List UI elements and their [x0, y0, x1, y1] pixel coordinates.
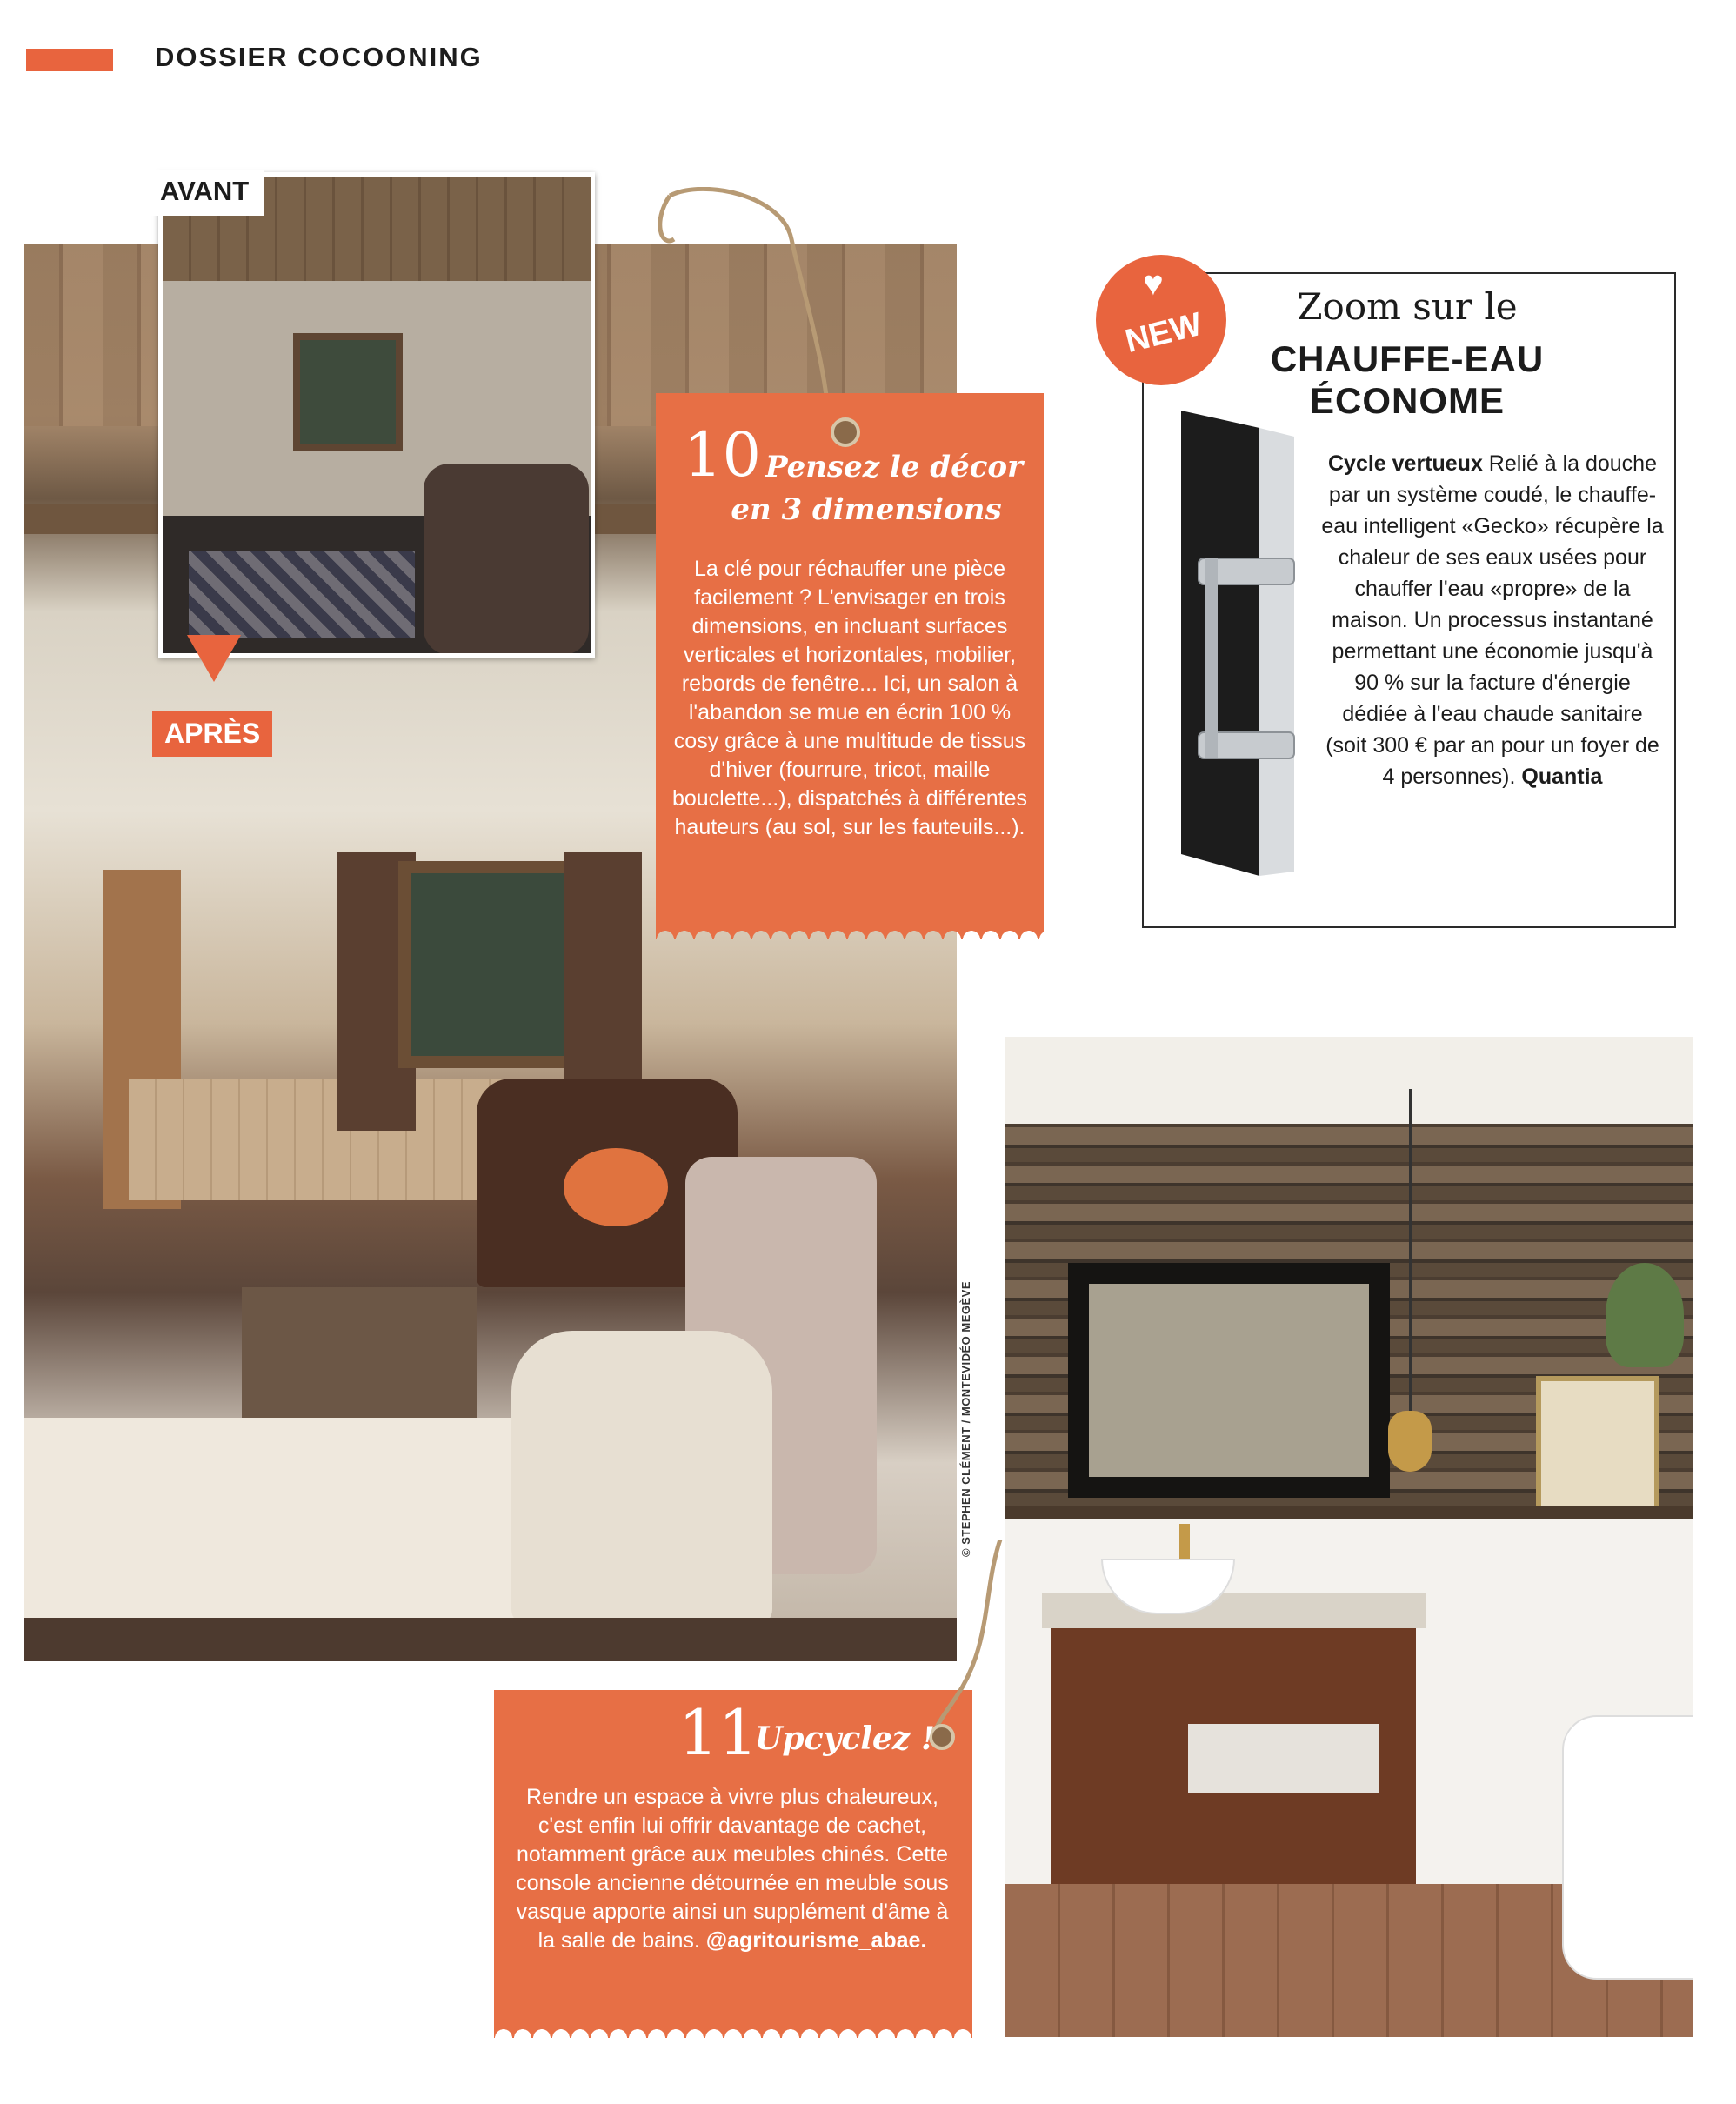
- heart-icon: ♥: [1143, 264, 1164, 303]
- lamp-cord: [1409, 1089, 1412, 1419]
- zoom-text: [1320, 448, 1665, 792]
- before-window: [293, 333, 403, 451]
- tip-11-text: [506, 1783, 958, 1955]
- bathroom-photo: [1005, 1037, 1693, 2037]
- floor: [24, 1618, 957, 1661]
- hanging-plant: [1606, 1263, 1684, 1367]
- tag-hole-icon: [831, 417, 860, 447]
- tip-10-title-line1: Pensez le décor: [765, 450, 1024, 484]
- before-armchair: [424, 464, 589, 655]
- down-arrow-icon: [187, 635, 241, 682]
- new-badge-label: NEW: [1121, 305, 1205, 361]
- vanity-top: [1042, 1593, 1426, 1628]
- before-rug: [189, 551, 415, 638]
- tip-10-text: La clé pour réchauffer une pièce facilement ? L'envisager en trois dimensions, en incluant surfaces verticales et horizontales, mobilier, rebords de fenêtre... Ici, un salon à l'abandon se mue en écrin 100 % cosy grâce à une multitude de tissus d'hiver (fourrure, tricot, maille bouclette...), dispatchés à différentes hauteurs (au sol, sur les fauteuils...).: [671, 557, 1028, 839]
- picture-frame: [1536, 1376, 1659, 1517]
- after-label: APRÈS: [152, 711, 272, 757]
- shag-rug: [24, 1418, 564, 1618]
- photo-credit: © STEPHEN CLÉMENT / MONTEVIDÉO MEGÈVE: [959, 1281, 972, 1557]
- zoom-body: Relié à la douche par un système coudé, le chauffe-eau intelligent «Gecko» récupère la chaleur de ses eaux usées pour chauffer l'eau «propre» de la maison. Un processus instantané permettant une économie jusqu'à 90 % sur la facture d'énergie dédiée à l'eau chaude sanitaire (soit 300 € par an pour un foyer de 4 personnes).: [1321, 451, 1664, 789]
- zoom-lead: Cycle vertueux: [1327, 451, 1483, 476]
- section-accent-bar: [26, 49, 113, 71]
- pendant-lamp: [1388, 1411, 1432, 1472]
- section-title: DOSSIER COCOONING: [155, 42, 483, 72]
- wall-shelf: [1005, 1506, 1693, 1519]
- before-photo: [158, 172, 595, 658]
- tip-10-title-line2: en 3 dimensions: [731, 492, 1002, 527]
- tip-11-handle: @agritourisme_abae.: [705, 1928, 927, 1953]
- coffee-table: [242, 1287, 477, 1418]
- tip-11-body: Rendre un espace à vivre plus chaleureux, c'est enfin lui offrir davantage de cachet, notamment grâce aux meubles chinés. Cette console ancienne détournée en meuble sous vasque apporte ainsi un supplément d'âme à la salle de bains.: [516, 1785, 949, 1953]
- bath-ceiling: [1005, 1037, 1693, 1124]
- zoom-brand: Quantia: [1521, 765, 1603, 789]
- zoom-title-line1: Zoom sur le: [1297, 285, 1518, 328]
- mirror-glass: [1089, 1284, 1369, 1477]
- zoom-title-line2: CHAUFFE-EAU: [1270, 338, 1545, 379]
- water-heater-image: [1164, 402, 1303, 889]
- before-label: AVANT: [148, 170, 264, 216]
- tip-10-number: 10: [684, 419, 762, 491]
- tip-11-number: 11: [678, 1696, 758, 1769]
- sheepskin-armchair: [511, 1331, 772, 1626]
- fur-pillow: [564, 1148, 668, 1226]
- tip-11-title: Upcyclez !: [755, 1720, 935, 1757]
- zoom-title-line3: ÉCONOME: [1309, 380, 1505, 421]
- folded-towels: [1188, 1724, 1379, 1793]
- bathtub: [1562, 1715, 1693, 1980]
